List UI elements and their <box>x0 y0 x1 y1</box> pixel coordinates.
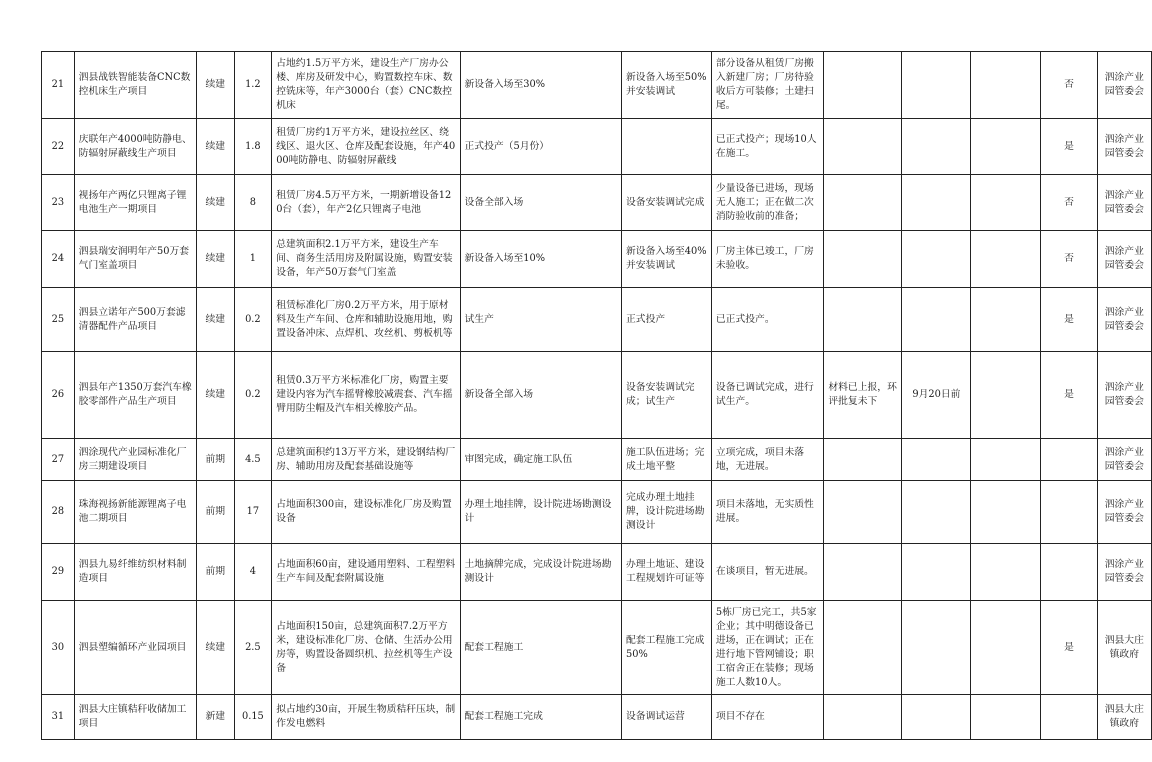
responsible-unit: 泗涂产业园管委会 <box>1097 352 1151 439</box>
table-row <box>42 695 1152 740</box>
row-number: 23 <box>42 175 75 231</box>
project-name: 泗县立诺年产500万套滤清器配件产品项目 <box>74 288 196 352</box>
flag-cell: 否 <box>1041 52 1097 119</box>
table-row <box>42 439 1152 481</box>
investment: 1.8 <box>234 119 272 175</box>
deadline <box>902 601 971 695</box>
goal-second: 配套工程施工完成50% <box>622 601 712 695</box>
progress-note: 项目未落地，无实质性进展。 <box>711 481 823 544</box>
goal-second: 办理土地证、建设工程规划许可证等 <box>622 544 712 601</box>
construction-content: 租赁0.3万平方米标准化厂房，购置主要建设内容为汽车摇臂橡胶减震套、汽车摇臂用防尘帽及汽车相关橡胶产品。 <box>272 352 460 439</box>
project-table <box>41 51 1152 740</box>
project-type: 续建 <box>196 52 234 119</box>
deadline <box>902 288 971 352</box>
project-type: 前期 <box>196 439 234 481</box>
investment: 0.2 <box>234 352 272 439</box>
flag-cell: 否 <box>1041 175 1097 231</box>
project-name: 视扬年产两亿只锂离子锂电池生产一期项目 <box>74 175 196 231</box>
flag-cell <box>1041 439 1097 481</box>
responsible-unit: 泗县大庄镇政府 <box>1097 601 1151 695</box>
investment: 4.5 <box>234 439 272 481</box>
goal-second: 设备安装调试完成 <box>622 175 712 231</box>
flag-cell: 是 <box>1041 601 1097 695</box>
row-number: 22 <box>42 119 75 175</box>
goal-first: 新设备全部入场 <box>460 352 622 439</box>
project-name: 泗涂现代产业园标准化厂房三期建设项目 <box>74 439 196 481</box>
construction-content: 占地约1.5万平方米，建设生产厂房办公楼、库房及研发中心，购置数控车床、数控铣床等，年产3000台（套）CNC数控机床 <box>272 52 460 119</box>
table-row <box>42 544 1152 601</box>
page-top-margin <box>0 0 1152 50</box>
construction-content: 占地面积150亩，总建筑面积7.2万平方米，建设标准化厂房、仓储、生活办公用房等，购置设备圆织机、拉丝机等生产设备 <box>272 601 460 695</box>
investment: 2.5 <box>234 601 272 695</box>
row-number: 28 <box>42 481 75 544</box>
deadline <box>902 119 971 175</box>
blank-cell <box>971 175 1041 231</box>
responsible-unit: 泗县大庄镇政府 <box>1097 695 1151 740</box>
project-name: 泗县瑞安润明年产50万套气门室盖项目 <box>74 231 196 288</box>
issue-note <box>824 544 902 601</box>
blank-cell <box>971 231 1041 288</box>
project-name: 泗县九易纤维纺织材料制造项目 <box>74 544 196 601</box>
project-name: 庆联年产4000吨防静电、防辐射屏蔽线生产项目 <box>74 119 196 175</box>
progress-note: 项目不存在 <box>711 695 823 740</box>
construction-content: 拟占地约30亩，开展生物质秸秆压块，制作发电燃料 <box>272 695 460 740</box>
table-row <box>42 288 1152 352</box>
project-type: 续建 <box>196 231 234 288</box>
goal-first: 办理土地挂牌，设计院进场勘测设计 <box>460 481 622 544</box>
goal-second: 新设备入场至50%并安装调试 <box>622 52 712 119</box>
flag-cell <box>1041 481 1097 544</box>
goal-first: 新设备入场至30% <box>460 52 622 119</box>
table-row <box>42 601 1152 695</box>
blank-cell <box>971 288 1041 352</box>
deadline <box>902 481 971 544</box>
construction-content: 占地面积60亩，建设通用塑料、工程塑料生产车间及配套附属设施 <box>272 544 460 601</box>
investment: 0.2 <box>234 288 272 352</box>
table-row <box>42 352 1152 439</box>
goal-first: 配套工程施工完成 <box>460 695 622 740</box>
project-type: 续建 <box>196 352 234 439</box>
project-name: 珠海视扬新能源锂离子电池二期项目 <box>74 481 196 544</box>
issue-note <box>824 231 902 288</box>
flag-cell: 是 <box>1041 288 1097 352</box>
investment: 17 <box>234 481 272 544</box>
table-row <box>42 119 1152 175</box>
responsible-unit: 泗涂产业园管委会 <box>1097 175 1151 231</box>
investment: 4 <box>234 544 272 601</box>
table-row <box>42 52 1152 119</box>
issue-note <box>824 439 902 481</box>
project-type: 新建 <box>196 695 234 740</box>
project-name: 泗县大庄镇秸秆收储加工项目 <box>74 695 196 740</box>
deadline <box>902 52 971 119</box>
goal-first: 设备全部入场 <box>460 175 622 231</box>
goal-first: 试生产 <box>460 288 622 352</box>
progress-note: 已正式投产。 <box>711 288 823 352</box>
progress-note: 在谈项目，暂无进展。 <box>711 544 823 601</box>
blank-cell <box>971 119 1041 175</box>
construction-content: 占地面积300亩，建设标准化厂房及购置设备 <box>272 481 460 544</box>
issue-note <box>824 288 902 352</box>
progress-note: 立项完成，项目未落地，无进展。 <box>711 439 823 481</box>
row-number: 26 <box>42 352 75 439</box>
progress-note: 已正式投产；现场10人在施工。 <box>711 119 823 175</box>
progress-note: 厂房主体已竣工，厂房未验收。 <box>711 231 823 288</box>
responsible-unit: 泗涂产业园管委会 <box>1097 52 1151 119</box>
project-type: 续建 <box>196 288 234 352</box>
investment: 8 <box>234 175 272 231</box>
goal-second: 完成办理土地挂牌，设计院进场勘测设计 <box>622 481 712 544</box>
blank-cell <box>971 52 1041 119</box>
deadline <box>902 695 971 740</box>
blank-cell <box>971 601 1041 695</box>
investment: 0.15 <box>234 695 272 740</box>
goal-second: 施工队伍进场；完成土地平整 <box>622 439 712 481</box>
issue-note <box>824 119 902 175</box>
deadline <box>902 439 971 481</box>
construction-content: 总建筑面积约13万平方米，建设钢结构厂房、辅助用房及配套基础设施等 <box>272 439 460 481</box>
issue-note <box>824 175 902 231</box>
progress-note: 部分设备从租赁厂房搬入新建厂房；厂房待验收后方可装修；土建扫尾。 <box>711 52 823 119</box>
issue-note: 材料已上报，环评批复未下 <box>824 352 902 439</box>
goal-second: 正式投产 <box>622 288 712 352</box>
deadline <box>902 175 971 231</box>
issue-note <box>824 481 902 544</box>
project-type: 续建 <box>196 119 234 175</box>
flag-cell: 是 <box>1041 352 1097 439</box>
investment: 1.2 <box>234 52 272 119</box>
progress-note: 少量设备已进场，现场无人施工；正在做二次消防验收前的准备； <box>711 175 823 231</box>
construction-content: 租赁标准化厂房0.2万平方米，用于原材料及生产车间、仓库和辅助设施用地，购置设备冲床、点焊机、攻丝机、剪板机等 <box>272 288 460 352</box>
goal-second: 新设备入场至40%并安装调试 <box>622 231 712 288</box>
progress-note: 设备已调试完成，进行试生产。 <box>711 352 823 439</box>
flag-cell <box>1041 544 1097 601</box>
construction-content: 租赁厂房4.5万平方米，一期新增设备120台（套），年产2亿只锂离子电池 <box>272 175 460 231</box>
table-row <box>42 481 1152 544</box>
responsible-unit: 泗涂产业园管委会 <box>1097 231 1151 288</box>
deadline <box>902 231 971 288</box>
table-row <box>42 231 1152 288</box>
goal-second: 设备调试运营 <box>622 695 712 740</box>
goal-first: 新设备入场至10% <box>460 231 622 288</box>
responsible-unit: 泗涂产业园管委会 <box>1097 481 1151 544</box>
blank-cell <box>971 352 1041 439</box>
table-row <box>42 175 1152 231</box>
blank-cell <box>971 481 1041 544</box>
responsible-unit: 泗涂产业园管委会 <box>1097 544 1151 601</box>
issue-note <box>824 601 902 695</box>
flag-cell: 是 <box>1041 119 1097 175</box>
row-number: 27 <box>42 439 75 481</box>
project-type: 前期 <box>196 481 234 544</box>
progress-note: 5栋厂房已完工，共5家企业；其中明德设备已进场，正在调试；正在进行地下管网铺设；职工宿舍正在装修；现场施工人数10人。 <box>711 601 823 695</box>
deadline <box>902 544 971 601</box>
project-type: 前期 <box>196 544 234 601</box>
project-name: 泗县年产1350万套汽车橡胶零部件产品生产项目 <box>74 352 196 439</box>
blank-cell <box>971 695 1041 740</box>
goal-first: 配套工程施工 <box>460 601 622 695</box>
row-number: 30 <box>42 601 75 695</box>
responsible-unit: 泗涂产业园管委会 <box>1097 439 1151 481</box>
issue-note <box>824 695 902 740</box>
responsible-unit: 泗涂产业园管委会 <box>1097 119 1151 175</box>
construction-content: 总建筑面积2.1万平方米，建设生产车间、商务生活用房及附属设施，购置安装设备，年产50万套气门室盖 <box>272 231 460 288</box>
row-number: 21 <box>42 52 75 119</box>
blank-cell <box>971 439 1041 481</box>
row-number: 25 <box>42 288 75 352</box>
goal-first: 土地摘牌完成，完成设计院进场勘测设计 <box>460 544 622 601</box>
project-type: 续建 <box>196 601 234 695</box>
construction-content: 租赁厂房约1万平方米，建设拉丝区、绕线区、退火区、仓库及配套设施，年产4000吨防静电、防辐射屏蔽线 <box>272 119 460 175</box>
goal-first: 审图完成，确定施工队伍 <box>460 439 622 481</box>
project-name: 泗县战铁智能装备CNC数控机床生产项目 <box>74 52 196 119</box>
goal-first: 正式投产（5月份） <box>460 119 622 175</box>
responsible-unit: 泗涂产业园管委会 <box>1097 288 1151 352</box>
flag-cell: 否 <box>1041 231 1097 288</box>
flag-cell <box>1041 695 1097 740</box>
investment: 1 <box>234 231 272 288</box>
project-name: 泗县塑编循环产业园项目 <box>74 601 196 695</box>
project-type: 续建 <box>196 175 234 231</box>
goal-second: 设备安装调试完成；试生产 <box>622 352 712 439</box>
row-number: 29 <box>42 544 75 601</box>
row-number: 24 <box>42 231 75 288</box>
deadline: 9月20日前 <box>902 352 971 439</box>
issue-note <box>824 52 902 119</box>
goal-second <box>622 119 712 175</box>
blank-cell <box>971 544 1041 601</box>
row-number: 31 <box>42 695 75 740</box>
